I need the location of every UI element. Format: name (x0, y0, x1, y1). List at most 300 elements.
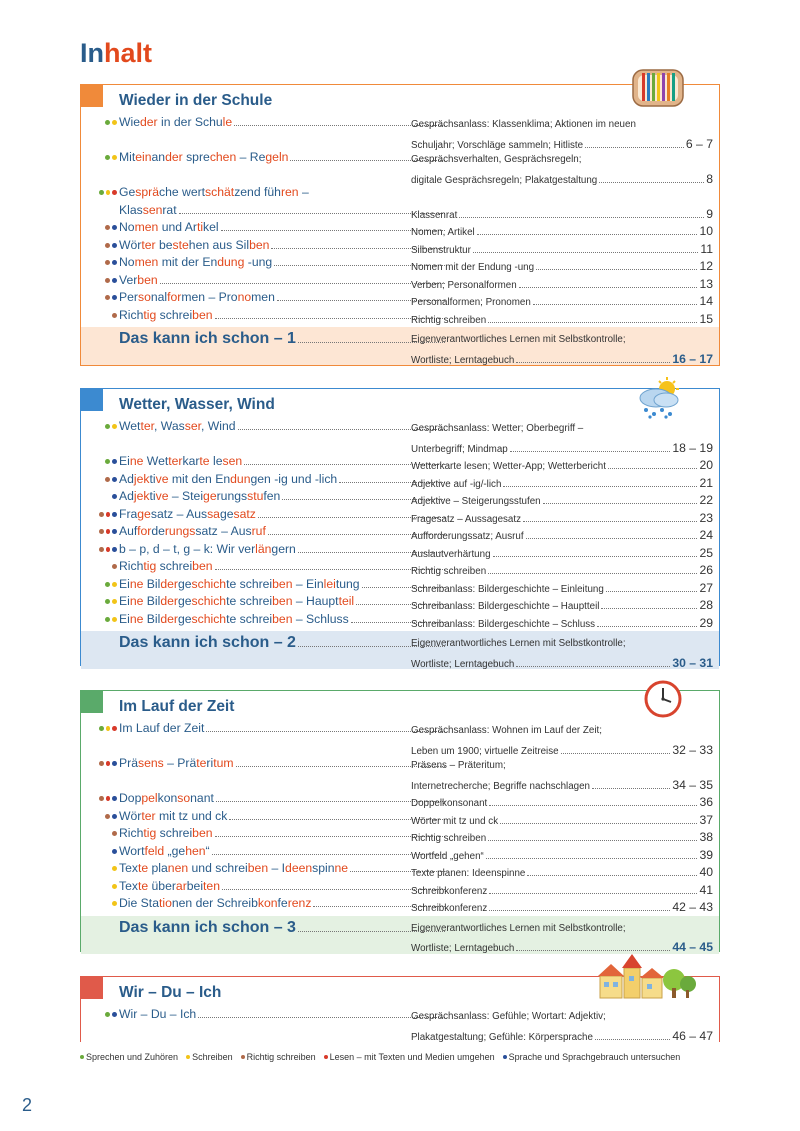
toc-entry (81, 150, 719, 185)
competence-dot-braun (99, 512, 104, 517)
dot-leader (160, 283, 445, 284)
section-title: Wieder in der Schule (119, 92, 273, 109)
topic-text: Richtig schreiben (411, 314, 487, 325)
topic-text: Wortliste; Lerntagebuch (411, 354, 515, 365)
competence-dot-gruen (105, 120, 110, 125)
page-ref: 38 (699, 830, 713, 844)
topic-line (411, 559, 713, 577)
topic-line (411, 879, 713, 897)
entry-topics (411, 634, 713, 669)
competence-dot-gelb (112, 155, 117, 160)
entry-title (119, 419, 445, 437)
competence-dot-gelb (112, 866, 117, 871)
page-ref: 15 (699, 311, 713, 325)
legend (80, 1052, 680, 1062)
entry-title-text: Wörter bestehen aus Silben (119, 237, 270, 252)
competence-dots (99, 582, 117, 590)
page-ref: 46 – 47 (672, 1028, 713, 1042)
dot-leader (543, 503, 698, 504)
self-check-label: Das kann ich schon – 3 (119, 918, 296, 936)
topic-text: Unterbegriff; Mindmap (411, 443, 508, 454)
competence-dots (99, 726, 117, 734)
competence-dots (99, 796, 117, 804)
entry-title (119, 809, 445, 827)
entry-title (119, 844, 445, 862)
toc-entry (81, 472, 719, 490)
competence-dot-blau (112, 225, 117, 230)
competence-dots (99, 190, 117, 198)
dot-leader (179, 213, 445, 214)
entry-topics (411, 559, 713, 577)
entry-title-text: Gespräche wertschätzend führen – (119, 185, 309, 199)
dot-leader (473, 252, 698, 253)
page-ref: 16 – 17 (672, 351, 713, 365)
dot-leader (533, 304, 698, 305)
toc-entry (81, 577, 719, 595)
clock-icon (644, 680, 682, 718)
entry-title (119, 273, 445, 291)
dot-leader (489, 910, 670, 911)
dot-leader (516, 666, 670, 667)
topic-line (411, 255, 713, 273)
dot-leader (599, 182, 704, 183)
competence-dot-rot (106, 761, 111, 766)
topic-line (411, 454, 713, 472)
toc-entry (81, 809, 719, 827)
dot-leader (536, 269, 697, 270)
section-tab (81, 85, 103, 107)
topic-line (411, 168, 713, 186)
entry-title-text: Richtig schreiben (119, 559, 213, 573)
legend-dot-gruen (80, 1055, 84, 1059)
pencil-case-icon (630, 64, 686, 110)
page-ref: 6 – 7 (685, 136, 713, 150)
toc-entry (81, 220, 719, 238)
competence-dot-blau (112, 477, 117, 482)
competence-dot-gruen (105, 599, 110, 604)
toc-entry (81, 255, 719, 273)
entry-topics (411, 115, 713, 150)
topic-line (411, 1025, 713, 1043)
entry-title-text: Wetter, Wasser, Wind (119, 419, 236, 433)
legend-item (324, 1052, 495, 1062)
page-ref: 32 – 33 (672, 742, 713, 756)
topic-line (411, 290, 713, 308)
competence-dot-blau (112, 761, 117, 766)
entry-topics (411, 594, 713, 612)
topic-line (411, 472, 713, 490)
section-title: Wetter, Wasser, Wind (119, 396, 275, 413)
section-tab (81, 977, 103, 999)
entry-title-text: Personalformen – Pronomen (119, 290, 275, 304)
topic-text: digitale Gesprächsregeln; Plakatgestaltung (411, 174, 598, 185)
competence-dot-braun (99, 796, 104, 801)
competence-dot-braun (105, 477, 110, 482)
legend-dot-braun (241, 1055, 245, 1059)
entry-title (119, 896, 445, 914)
entry-topics (411, 721, 713, 756)
entry-title (119, 308, 445, 326)
entry-title-text: b – p, d – t, g – k: Wir verlängern (119, 541, 296, 556)
weather-cloud-sun-icon (634, 376, 684, 420)
entry-topics (411, 220, 713, 238)
topic-line (411, 919, 713, 937)
topic-line (411, 133, 713, 151)
competence-dots (99, 494, 117, 502)
entry-title (119, 507, 445, 525)
section-wetter-wasser-wind (80, 388, 720, 669)
entry-topics (411, 273, 713, 291)
entry-title-text: Richtig schreiben (119, 826, 213, 840)
self-check-label: Das kann ich schon – 2 (119, 634, 296, 651)
competence-dot-gelb (112, 424, 117, 429)
topic-line (411, 185, 713, 203)
competence-dots (99, 884, 117, 892)
entry-topics (411, 524, 713, 542)
toc-entry (81, 238, 719, 256)
competence-dot-braun (99, 529, 104, 534)
dot-leader (477, 234, 698, 235)
legend-label: Lesen – mit Texten und Medien umgehen (329, 1052, 495, 1062)
legend-label: Schreiben (192, 1052, 233, 1062)
topic-line (411, 791, 713, 809)
competence-dots (99, 313, 117, 321)
competence-dot-braun (99, 761, 104, 766)
competence-dot-blau (112, 278, 117, 283)
topic-line (411, 524, 713, 542)
entry-title-text: Wieder in der Schule (119, 115, 233, 129)
topic-text: Klassenrat (411, 209, 458, 220)
competence-dot-rot (112, 190, 117, 195)
topic-text: Leben um 1900; virtuelle Zeitreise (411, 745, 559, 756)
entry-topics (411, 612, 713, 630)
self-check-row (81, 631, 719, 669)
competence-dots (99, 866, 117, 874)
page-ref: 25 (699, 545, 713, 559)
toc-entry (81, 419, 719, 454)
legend-label: Richtig schreiben (246, 1052, 316, 1062)
topic-text: Wetterkarte lesen; Wetter-App; Wetterbericht (411, 461, 606, 472)
dot-leader (488, 840, 697, 841)
entry-title-text: Miteinander sprechen – Regeln (119, 150, 289, 164)
entry-title-text: Eine Bildergeschichte schreiben – Einleitung (119, 576, 360, 591)
page-ref: 28 (699, 598, 713, 612)
topic-text: Adjektive auf -ig/-lich (411, 478, 502, 489)
topic-text: Wörter mit tz und ck (411, 815, 499, 826)
page-ref: 37 (699, 812, 713, 826)
topic-text: Gesprächsanlass: Wohnen im Lauf der Zeit; (411, 725, 602, 736)
entry-topics (411, 507, 713, 525)
topic-line (411, 577, 713, 595)
competence-dot-blau (112, 849, 117, 854)
competence-dot-blau (112, 243, 117, 248)
toc-entry (81, 308, 719, 326)
entry-topics (411, 879, 713, 897)
toc-entry (81, 844, 719, 862)
page-ref: 42 – 43 (672, 900, 713, 914)
topic-text: Wortfeld „gehen“ (411, 850, 484, 861)
page-title: Inhalt (80, 38, 153, 68)
page-ref: 40 (699, 865, 713, 879)
topic-line (411, 542, 713, 560)
topic-text: Auslautverhärtung (411, 548, 491, 559)
topic-text: Nomen mit der Endung -ung (411, 262, 535, 273)
competence-dots (99, 260, 117, 268)
topic-line (411, 203, 713, 221)
competence-dots (99, 564, 117, 572)
topic-text: Fragesatz – Aussagesatz (411, 513, 522, 524)
entry-topics (411, 542, 713, 560)
competence-dot-gruen (99, 190, 104, 195)
toc-entry (81, 185, 719, 220)
topic-text: Gesprächsanlass: Wetter; Oberbegriff – (411, 423, 584, 434)
entry-topics (411, 330, 713, 365)
entry-topics (411, 844, 713, 862)
topic-line (411, 308, 713, 326)
competence-dot-blau (112, 295, 117, 300)
topic-text: Gesprächsverhalten, Gesprächsregeln; (411, 154, 582, 165)
topic-text: Personalformen; Pronomen (411, 297, 531, 308)
competence-dots (99, 459, 117, 467)
topic-line (411, 330, 713, 348)
topic-text: Schreibkonferenz (411, 885, 488, 896)
entry-title-text: Eine Wetterkarte lesen (119, 454, 243, 468)
topic-line (411, 844, 713, 862)
dot-leader (595, 1039, 670, 1040)
legend-item (186, 1052, 233, 1062)
topic-text: Eigenverantwortliches Lernen mit Selbstkontrolle; (411, 334, 626, 345)
page-ref: 30 – 31 (672, 655, 713, 669)
competence-dot-gruen (105, 459, 110, 464)
page-ref: 8 (706, 171, 713, 185)
topic-text: Aufforderungssatz; Ausruf (411, 531, 524, 542)
topic-text: Schreibanlass: Bildergeschichte – Einleitung (411, 583, 604, 594)
competence-dot-gelb (112, 901, 117, 906)
dot-leader (516, 950, 670, 951)
competence-dot-braun (105, 243, 110, 248)
topic-line (411, 220, 713, 238)
entry-topics (411, 308, 713, 326)
entry-title (119, 255, 445, 273)
topic-text: Schreibanlass: Bildergeschichte – Schluss (411, 618, 596, 629)
dot-leader (212, 854, 445, 855)
competence-dot-braun (105, 260, 110, 265)
competence-dot-gelb (106, 190, 111, 195)
entry-title (119, 150, 445, 168)
entry-title (119, 721, 445, 739)
section-tab (81, 389, 103, 411)
entry-title (119, 290, 445, 308)
self-check-row (81, 327, 719, 365)
page-ref: 10 (699, 224, 713, 238)
page-ref: 11 (700, 241, 713, 255)
entry-title (119, 472, 445, 490)
topic-line (411, 826, 713, 844)
dot-leader (601, 608, 697, 609)
page-ref: 39 (699, 847, 713, 861)
dot-leader (561, 753, 671, 754)
competence-dot-gelb (112, 617, 117, 622)
dot-leader (486, 858, 698, 859)
entry-title-text: Doppelkonsonant (119, 791, 214, 805)
competence-dot-gruen (105, 582, 110, 587)
topic-line (411, 612, 713, 630)
dot-leader (592, 788, 670, 789)
entry-title (119, 612, 445, 630)
topic-text: Adjektive – Steigerungsstufen (411, 496, 541, 507)
competence-dot-gelb (112, 599, 117, 604)
topic-line (411, 115, 713, 133)
topic-line (411, 238, 713, 256)
topic-text: Silbenstruktur (411, 244, 471, 255)
competence-dots (99, 849, 117, 857)
entry-topics (411, 238, 713, 256)
competence-dots (99, 901, 117, 909)
toc-entry (81, 756, 719, 791)
competence-dots (99, 1012, 117, 1020)
toc-entry (81, 524, 719, 542)
entry-title-text: Nomen mit der Endung -ung (119, 255, 273, 269)
dot-leader (206, 731, 445, 732)
entry-topics (411, 489, 713, 507)
entry-topics (411, 255, 713, 273)
topic-text: Nomen, Artikel (411, 227, 475, 238)
topic-line (411, 721, 713, 739)
dot-leader (510, 451, 671, 452)
page-ref: 41 (699, 882, 713, 896)
page-ref: 23 (699, 510, 713, 524)
dot-leader (527, 875, 697, 876)
legend-item (80, 1052, 178, 1062)
entry-title-text: Eine Bildergeschichte schreiben – Hauptteil (119, 594, 355, 608)
toc-entry (81, 507, 719, 525)
toc-entry (81, 115, 719, 150)
toc-entry (81, 273, 719, 291)
dot-leader (606, 591, 698, 592)
section-title: Wir – Du – Ich (119, 984, 222, 1001)
topic-text: Plakatgestaltung; Gefühle: Körpersprache (411, 1031, 593, 1042)
legend-item (503, 1052, 681, 1062)
toc-entry (81, 1007, 719, 1042)
section-tab (81, 691, 103, 713)
competence-dots (99, 617, 117, 625)
competence-dots (99, 278, 117, 286)
entry-topics (411, 919, 713, 954)
competence-dots (99, 814, 117, 822)
competence-dots (99, 477, 117, 485)
entry-topics (411, 826, 713, 844)
topic-text: Richtig schreiben (411, 833, 487, 844)
entry-title-text: Aufforderungssatz – Ausruf (119, 524, 266, 538)
entry-topics (411, 454, 713, 472)
entry-topics (411, 290, 713, 308)
entry-topics (411, 577, 713, 595)
competence-dots (99, 243, 117, 251)
competence-dots (99, 529, 117, 537)
topic-line (411, 739, 713, 757)
topic-text: Richtig schreiben (411, 566, 487, 577)
page-ref: 13 (699, 276, 713, 290)
topic-text: Eigenverantwortliches Lernen mit Selbstkontrolle; (411, 922, 626, 934)
competence-dot-rot (106, 796, 111, 801)
toc-entry (81, 791, 719, 809)
dot-leader (516, 362, 670, 363)
entry-title (119, 879, 445, 897)
page-ref: 21 (699, 475, 713, 489)
page-ref: 9 (706, 206, 713, 220)
entry-title-text: Klassenrat (119, 202, 177, 217)
competence-dot-gruen (99, 726, 104, 731)
competence-dot-gelb (106, 726, 111, 731)
page-ref: 27 (699, 580, 713, 594)
dot-leader (503, 486, 697, 487)
entry-title (119, 756, 445, 774)
self-check-title (119, 919, 445, 937)
dot-leader (597, 626, 697, 627)
entry-title (119, 489, 445, 507)
dot-leader (519, 287, 698, 288)
entry-title-text: Wörter mit tz und ck (119, 808, 228, 823)
toc-entry (81, 896, 719, 914)
self-check-title (119, 330, 445, 348)
topic-line (411, 634, 713, 652)
entry-title-text: Wortfeld „gehen“ (119, 843, 210, 858)
legend-label: Sprache und Sprachgebrauch untersuchen (508, 1052, 681, 1062)
entry-title (119, 577, 445, 595)
page-ref: 20 (699, 458, 713, 472)
topic-line (411, 150, 713, 168)
dot-leader (489, 805, 697, 806)
competence-dot-braun (112, 831, 117, 836)
topic-line (411, 936, 713, 954)
topic-line (411, 489, 713, 507)
legend-dot-rot (324, 1055, 328, 1059)
dot-leader (488, 573, 697, 574)
topic-text: Eigenverantwortliches Lernen mit Selbstkontrolle; (411, 638, 626, 649)
entry-title-text: Adjektive – Steigerungsstufen (119, 489, 281, 503)
topic-line (411, 774, 713, 792)
toc-entry (81, 721, 719, 756)
toc-entry (81, 454, 719, 472)
topic-text: Schuljahr; Vorschläge sammeln; Hitliste (411, 139, 584, 150)
dot-leader (493, 556, 698, 557)
entry-topics (411, 419, 713, 454)
competence-dot-braun (105, 295, 110, 300)
competence-dot-blau (112, 529, 117, 534)
entry-title-text: Präsens – Präteritum (119, 756, 234, 770)
entry-topics (411, 185, 713, 220)
page-ref: 18 – 19 (672, 440, 713, 454)
competence-dots (99, 512, 117, 520)
entry-title (119, 861, 445, 879)
competence-dot-gruen (105, 617, 110, 622)
competence-dot-braun (112, 564, 117, 569)
topic-line (411, 896, 713, 914)
topic-text: Präsens – Präteritum; (411, 760, 506, 771)
competence-dots (99, 424, 117, 432)
toc-entry (81, 612, 719, 630)
topic-line (411, 419, 713, 437)
competence-dots (99, 599, 117, 607)
competence-dots (99, 831, 117, 839)
competence-dots (99, 547, 117, 555)
page-ref: 36 (699, 795, 713, 809)
topic-text: Schreibanlass: Bildergeschichte – Hauptteil (411, 601, 600, 612)
entry-title-text: Wir – Du – Ich (119, 1007, 197, 1021)
topic-line (411, 507, 713, 525)
section-wieder-in-der-schule (80, 84, 720, 366)
page-ref: 22 (699, 493, 713, 507)
